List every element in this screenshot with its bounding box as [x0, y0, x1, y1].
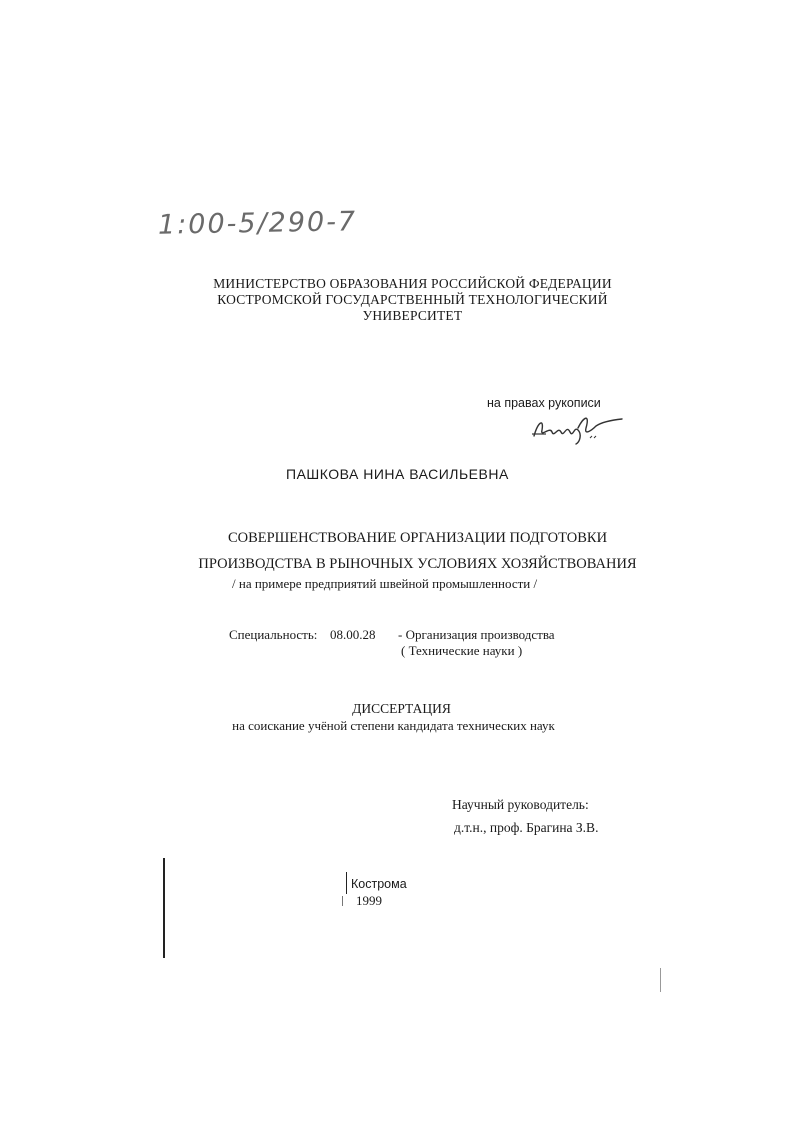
scan-edge-line-left: [163, 858, 165, 958]
thesis-title-line-2: ПРОИЗВОДСТВА В РЫНОЧНЫХ УСЛОВИЯХ ХОЗЯЙСТВОВАНИЯ: [198, 556, 637, 572]
institution-block: [0, 276, 795, 324]
institution-ministry: МИНИСТЕРСТВО ОБРАЗОВАНИЯ РОССИЙСКОЙ ФЕДЕРАЦИИ: [213, 276, 612, 291]
thesis-title-line-1: СОВЕРШЕНСТВОВАНИЕ ОРГАНИЗАЦИИ ПОДГОТОВКИ: [227, 530, 608, 546]
scan-mark-city: [346, 872, 347, 894]
advisor-name: д.т.н., проф. Брагина З.В.: [454, 820, 599, 835]
year: 1999: [356, 893, 382, 908]
author-name: ПАШКОВА НИНА ВАСИЛЬЕВНА: [286, 466, 509, 482]
dissertation-heading: ДИССЕРТАЦИЯ: [352, 701, 451, 716]
institution-university-cont: УНИВЕРСИТЕТ: [362, 308, 463, 323]
specialty-code: 08.00.28: [330, 627, 376, 642]
dissertation-block: [0, 701, 795, 734]
thesis-title: [0, 525, 795, 577]
scan-edge-line-right: [660, 968, 661, 992]
specialty-science: ( Технические науки ): [401, 643, 523, 658]
handwritten-registration-code: 1:00-5/290-7: [157, 206, 358, 241]
manuscript-rights-note: на правах рукописи: [487, 396, 601, 410]
thesis-subtitle: / на примере предприятий швейной промышленности /: [232, 576, 538, 591]
scan-mark-year: [342, 896, 343, 906]
signature: [530, 408, 625, 448]
institution-university: КОСТРОМСКОЙ ГОСУДАРСТВЕННЫЙ ТЕХНОЛОГИЧЕСКИЙ: [217, 292, 608, 307]
degree-statement: на соискание учёной степени кандидата технических наук: [232, 718, 555, 733]
city: Кострома: [351, 877, 407, 891]
specialty-label: Специальность:: [229, 627, 318, 642]
specialty-name: - Организация производства: [398, 627, 555, 642]
advisor-label: Научный руководитель:: [452, 797, 589, 812]
